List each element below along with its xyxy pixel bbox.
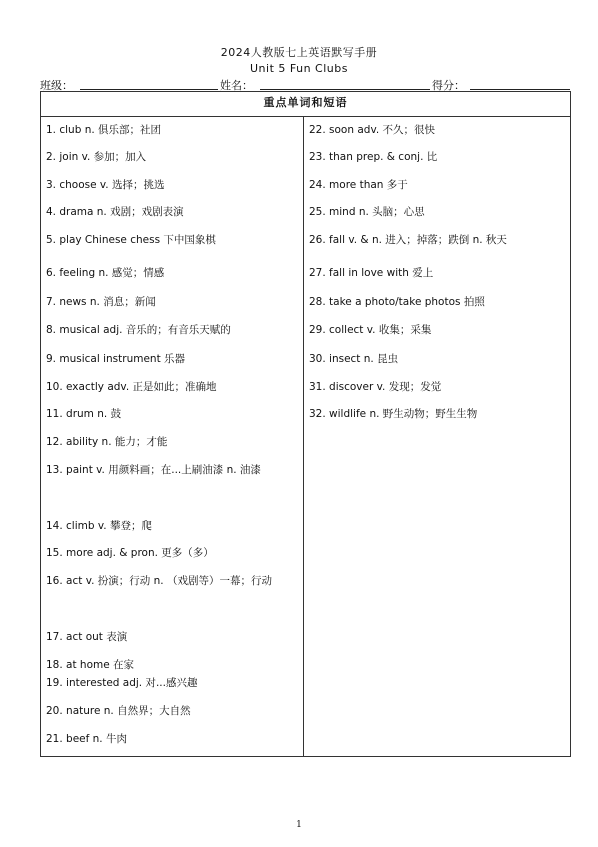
vocab-item: 5. play Chinese chess 下中国象棋 — [46, 234, 216, 246]
vocab-item: 30. insect n. 昆虫 — [309, 353, 399, 365]
vocab-item: 16. act v. 扮演；行动 n. （戏剧等）一幕；行动 — [46, 575, 272, 587]
vocab-item: 9. musical instrument 乐器 — [46, 353, 186, 365]
vocab-item: 31. discover v. 发现；发觉 — [309, 381, 442, 393]
score-label: 得分： — [432, 79, 465, 92]
vocab-item: 3. choose v. 选择；挑选 — [46, 179, 165, 191]
unit-subtitle: Unit 5 Fun Clubs — [250, 62, 348, 75]
section-title: 重点单词和短语 — [41, 92, 570, 117]
vocab-item: 20. nature n. 自然界；大自然 — [46, 705, 191, 717]
vocabulary-table — [40, 91, 571, 757]
vocab-item: 12. ability n. 能力；才能 — [46, 436, 168, 448]
vocab-item: 26. fall v. & n. 进入；掉落；跌倒 n. 秋天 — [309, 234, 507, 246]
class-label: 班级： — [40, 79, 73, 92]
page-number: 1 — [296, 820, 302, 830]
vocab-item: 18. at home 在家 — [46, 659, 135, 671]
vocab-item: 8. musical adj. 音乐的；有音乐天赋的 — [46, 324, 231, 336]
vocab-item: 25. mind n. 头脑；心思 — [309, 206, 425, 218]
vocab-item: 28. take a photo/take photos 拍照 — [309, 296, 485, 308]
vocab-item: 2. join v. 参加；加入 — [46, 151, 147, 163]
vocab-item: 11. drum n. 鼓 — [46, 408, 122, 420]
vocab-item: 22. soon adv. 不久；很快 — [309, 124, 436, 136]
name-field[interactable] — [260, 89, 430, 90]
vocab-item: 6. feeling n. 感觉；情感 — [46, 267, 165, 279]
score-field[interactable] — [470, 89, 570, 90]
document-title: 2024人教版七上英语默写手册 — [220, 46, 378, 59]
column-divider — [303, 116, 304, 756]
vocab-item: 19. interested adj. 对...感兴趣 — [46, 677, 198, 689]
vocab-item: 32. wildlife n. 野生动物；野生生物 — [309, 408, 478, 420]
vocab-item: 7. news n. 消息；新闻 — [46, 296, 156, 308]
vocab-item: 23. than prep. & conj. 比 — [309, 151, 438, 163]
student-info-row — [40, 77, 570, 91]
vocab-item: 29. collect v. 收集；采集 — [309, 324, 432, 336]
vocab-item: 24. more than 多于 — [309, 179, 408, 191]
vocab-item: 27. fall in love with 爱上 — [309, 267, 434, 279]
vocab-item: 13. paint v. 用颜料画；在...上刷油漆 n. 油漆 — [46, 464, 261, 476]
vocab-item: 1. club n. 俱乐部；社团 — [46, 124, 162, 136]
vocab-item: 14. climb v. 攀登；爬 — [46, 520, 152, 532]
vocab-item: 10. exactly adv. 正是如此；准确地 — [46, 381, 217, 393]
vocab-item: 17. act out 表演 — [46, 631, 128, 643]
name-label: 姓名： — [220, 79, 253, 92]
class-field[interactable] — [80, 89, 218, 90]
vocab-item: 4. drama n. 戏剧；戏剧表演 — [46, 206, 184, 218]
vocab-item: 15. more adj. & pron. 更多（多） — [46, 547, 214, 559]
vocab-item: 21. beef n. 牛肉 — [46, 733, 127, 745]
